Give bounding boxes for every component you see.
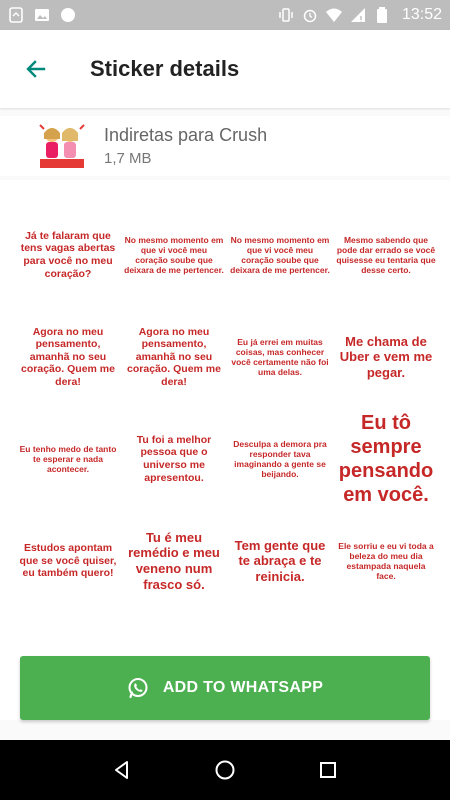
circle-notification-icon [60,7,76,23]
sticker-item[interactable] [124,306,224,408]
sticker-text: Estudos apontam que se você quiser, eu também quero! [19,542,117,580]
circle-home-icon [214,759,236,781]
arrow-left-icon [24,57,48,81]
sticker-text: Tu é meu remédio e meu veneno num frasco só. [128,529,220,592]
sticker-text: Eu já errei em muitas coisas, mas conhecer você certamente não foi uma delas. [231,336,329,378]
sticker-item[interactable] [18,306,118,408]
sticker-item[interactable] [230,408,330,510]
pack-name: Indiretas para Crush [104,125,268,145]
app-bar [0,30,450,108]
vibrate-icon [278,7,294,23]
square-recents-icon [318,760,338,780]
wifi-icon [326,7,342,23]
sticker-text: No mesmo momento em que vi você meu coração soube que deixara de me pertencer. [124,234,224,276]
image-notification-icon [34,7,50,23]
sticker-text: Agora no meu pensamento, amanhã no seu coração. Quem me dera! [21,325,115,388]
nav-recents-button[interactable] [308,750,348,790]
nav-home-button[interactable] [205,750,245,790]
sticker-item[interactable] [336,306,436,408]
navigation-bar [0,740,450,800]
sticker-item[interactable] [336,510,436,612]
sticker-item[interactable] [336,408,436,510]
sticker-text: No mesmo momento em que vi você meu coração soube que deixara de me pertencer. [230,234,330,276]
sticker-item[interactable] [230,510,330,612]
sticker-item[interactable] [124,510,224,612]
sticker-grid[interactable] [0,180,450,720]
sticker-text: Mesmo sabendo que pode dar errado se você quisesse eu tentaria que desse certo. [336,234,436,276]
sticker-text: Ele sorriu e eu vi toda a beleza do meu dia estampada naquela face. [338,540,434,582]
sticker-item[interactable] [336,204,436,306]
sticker-text: Desculpa a demora pra responder tava imaginando a gente se beijando. [233,438,327,480]
pack-info [0,116,450,176]
sticker-grid-inner [0,180,450,714]
nav-back-button[interactable] [102,750,142,790]
back-button[interactable] [8,41,64,97]
status-left [8,7,76,23]
sticker-item[interactable] [18,510,118,612]
page-title: Sticker details [90,56,240,81]
sticker-text: Eu tô sempre pensando em você. [338,412,434,506]
triangle-back-icon [112,760,132,780]
sticker-item[interactable] [124,408,224,510]
sticker-item[interactable] [230,306,330,408]
pack-text [104,125,267,167]
sticker-item[interactable] [18,408,118,510]
sticker-item[interactable] [18,204,118,306]
status-bar [0,0,450,30]
sticker-item[interactable] [124,204,224,306]
sticker-text: Me chama de Uber e vem me pegar. [339,333,433,380]
sticker-text: Tu foi a melhor pessoa que o universo me apresentou. [136,433,212,484]
pack-size: 1,7 MB [104,150,152,167]
add-to-whatsapp-label: ADD TO WHATSAPP [162,679,324,696]
signal-icon [350,7,366,23]
battery-icon [374,7,390,23]
add-to-whatsapp-button[interactable] [20,656,430,720]
screenshot-notification-icon [8,7,24,23]
cta-area [0,640,450,720]
pack-tray-icon [36,121,88,171]
status-right [278,6,442,24]
sticker-text: Tem gente que te abraça e te reinicia. [234,537,326,584]
whatsapp-icon [127,677,149,699]
alarm-icon [302,7,318,23]
status-clock: 13:52 [401,6,442,23]
sticker-text: Agora no meu pensamento, amanhã no seu coração. Quem me dera! [127,325,221,388]
sticker-text: Eu tenho medo de tanto te esperar e nada acontecer. [19,443,117,475]
sticker-item[interactable] [230,204,330,306]
sticker-text: Já te falaram que tens vagas abertas para você no meu coração? [20,229,116,280]
